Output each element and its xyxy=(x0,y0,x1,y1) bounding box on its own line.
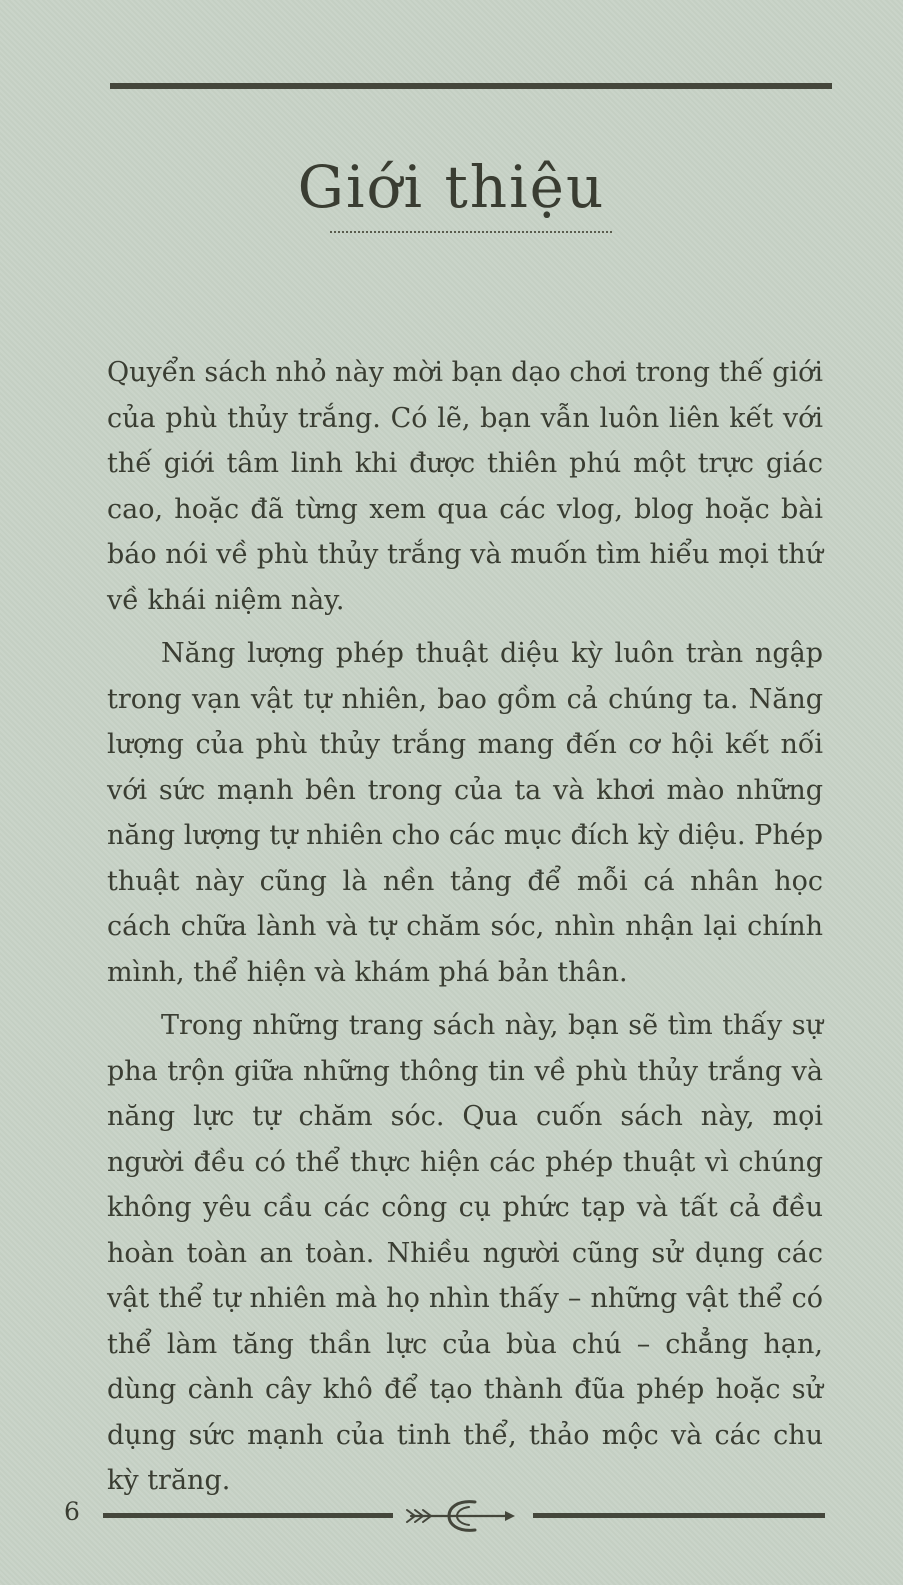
footer-rule-left xyxy=(103,1513,393,1518)
top-rule xyxy=(110,83,832,89)
paragraph-1: Quyển sách nhỏ này mời bạn dạo chơi trong thế giới của phù thủy trắng. Có lẽ, bạn vẫn luôn liên kết với thế giới tâm linh khi được thiên phú một trực giác cao, hoặc đã từng xem qua các vlog, blog hoặc bài báo nói về phù thủy trắng và muốn tìm hiểu mọi thứ về khái niệm này. xyxy=(107,357,823,616)
page-number: 6 xyxy=(64,1497,80,1526)
paragraph-2: Năng lượng phép thuật diệu kỳ luôn tràn ngập trong vạn vật tự nhiên, bao gồm cả chúng ta. Năng lượng của phù thủy trắng mang đến cơ hội kết nối với sức mạnh bên trong của ta và khơi mào những năng lượng tự nhiên cho các mục đích kỳ diệu. Phép thuật này cũng là nền tảng để mỗi cá nhân học cách chữa lành và tự chăm sóc, nhìn nhận lại chính mình, thể hiện và khám phá bản thân. xyxy=(107,638,823,988)
footer-rule-right xyxy=(533,1513,825,1518)
chapter-title: Giới thiệu xyxy=(297,153,606,221)
title-dotted-underline xyxy=(330,231,612,233)
paragraph-3: Trong những trang sách này, bạn sẽ tìm thấy sự pha trộn giữa những thông tin về phù thủy trắng và năng lực tự chăm sóc. Qua cuốn sách này, mọi người đều có thể thực hiện các phép thuật vì chúng không yêu cầu các công cụ phức tạp và tất cả đều hoàn toàn an toàn. Nhiều người cũng sử dụng các vật thể tự nhiên mà họ nhìn thấy – những vật thể có thể làm tăng thần lực của bùa chú – chẳng hạn, dùng cành cây khô để tạo thành đũa phép hoặc sử dụng sức mạnh của tinh thể, thảo mộc và các chu kỳ trăng. xyxy=(107,1010,823,1496)
body-text xyxy=(107,350,823,1504)
